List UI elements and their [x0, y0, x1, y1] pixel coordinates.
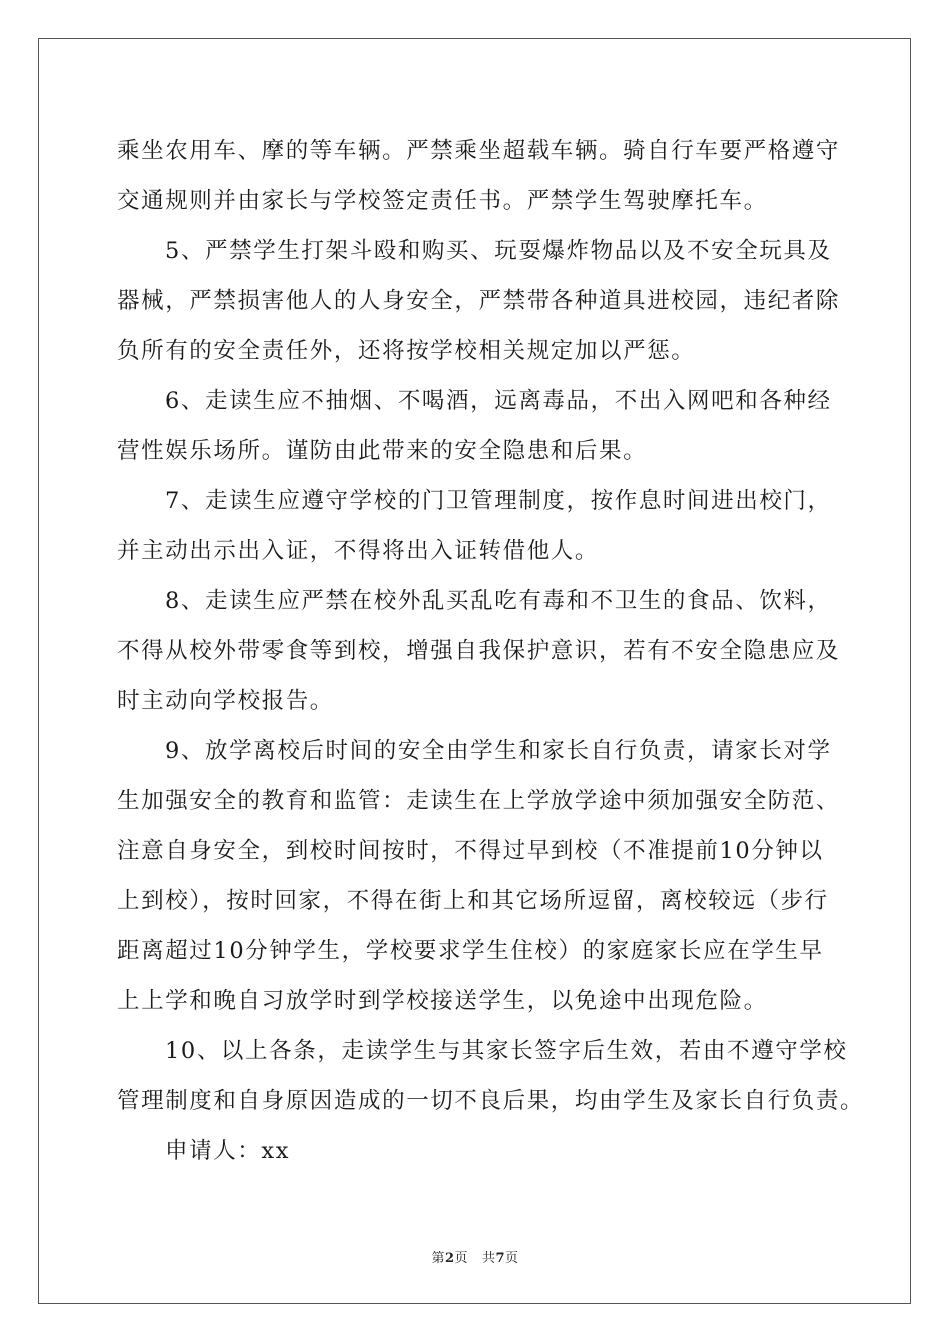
applicant-text: 申请人：xx — [165, 1138, 290, 1164]
text-line: 6、走读生应不抽烟、不喝酒，远离毒品，不出入网吧和各种经 — [165, 388, 832, 414]
text-line: 7、走读生应遵守学校的门卫管理制度，按作息时间进出校门， — [165, 488, 832, 514]
paragraph-item-7 — [117, 476, 837, 576]
text-line: 乘坐农用车、摩的等车辆。严禁乘坐超载车辆。骑自行车要严格遵守 — [117, 138, 841, 164]
paragraph-continuation — [117, 126, 841, 226]
text-line: 不得从校外带零食等到校，增强自我保护意识，若有不安全隐患应及 — [117, 638, 841, 664]
text-line: 器械，严禁损害他人的人身安全，严禁带各种道具进校园，违纪者除 — [117, 288, 841, 314]
text-line: 10、以上各条，走读学生与其家长签字后生效，若由不遵守学校 — [165, 1038, 848, 1064]
document-body — [117, 126, 865, 1176]
text-line: 上到校），按时回家，不得在街上和其它场所逗留，离校较远（步行 — [117, 888, 829, 914]
paragraph-item-5 — [117, 226, 841, 376]
text-line: 注意自身安全，到校时间按时，不得过早到校（不准提前10分钟以 — [117, 838, 824, 864]
text-line: 距离超过10分钟学生，学校要求学生住校）的家庭家长应在学生早 — [117, 938, 824, 964]
total-suffix: 页 — [505, 1251, 519, 1266]
page-prefix: 第 — [431, 1251, 445, 1266]
paragraph-item-10 — [117, 1026, 865, 1126]
page-footer — [0, 1247, 950, 1266]
text-line: 上上学和晚自习放学时到学校接送学生，以免途中出现危险。 — [117, 988, 768, 1014]
text-line: 管理制度和自身原因造成的一切不良后果，均由学生及家长自行负责。 — [117, 1088, 865, 1114]
text-line: 9、放学离校后时间的安全由学生和家长自行负责，请家长对学 — [165, 738, 832, 764]
text-line: 8、走读生应严禁在校外乱买乱吃有毒和不卫生的食品、饮料， — [165, 588, 832, 614]
page-total: 7 — [495, 1251, 506, 1266]
page-current: 2 — [444, 1251, 455, 1266]
text-line: 负所有的安全责任外，还将按学校相关规定加以严惩。 — [117, 338, 696, 364]
text-line: 时主动向学校报告。 — [117, 688, 334, 714]
text-line: 交通规则并由家长与学校签定责任书。严禁学生驾驶摩托车。 — [117, 188, 768, 214]
paragraph-item-9 — [117, 726, 841, 1026]
page-suffix: 页 — [454, 1251, 469, 1266]
text-line: 5、严禁学生打架斗殴和购买、玩耍爆炸物品以及不安全玩具及 — [165, 238, 832, 264]
text-line: 并主动出示出入证，不得将出入证转借他人。 — [117, 538, 600, 564]
applicant-line — [117, 1126, 837, 1176]
text-line: 营性娱乐场所。谨防由此带来的安全隐患和后果。 — [117, 438, 648, 464]
paragraph-item-6 — [117, 376, 837, 476]
total-prefix: 共 — [481, 1251, 496, 1266]
paragraph-item-8 — [117, 576, 841, 726]
text-line: 生加强安全的教育和监管：走读生在上学放学途中须加强安全防范、 — [117, 788, 841, 814]
